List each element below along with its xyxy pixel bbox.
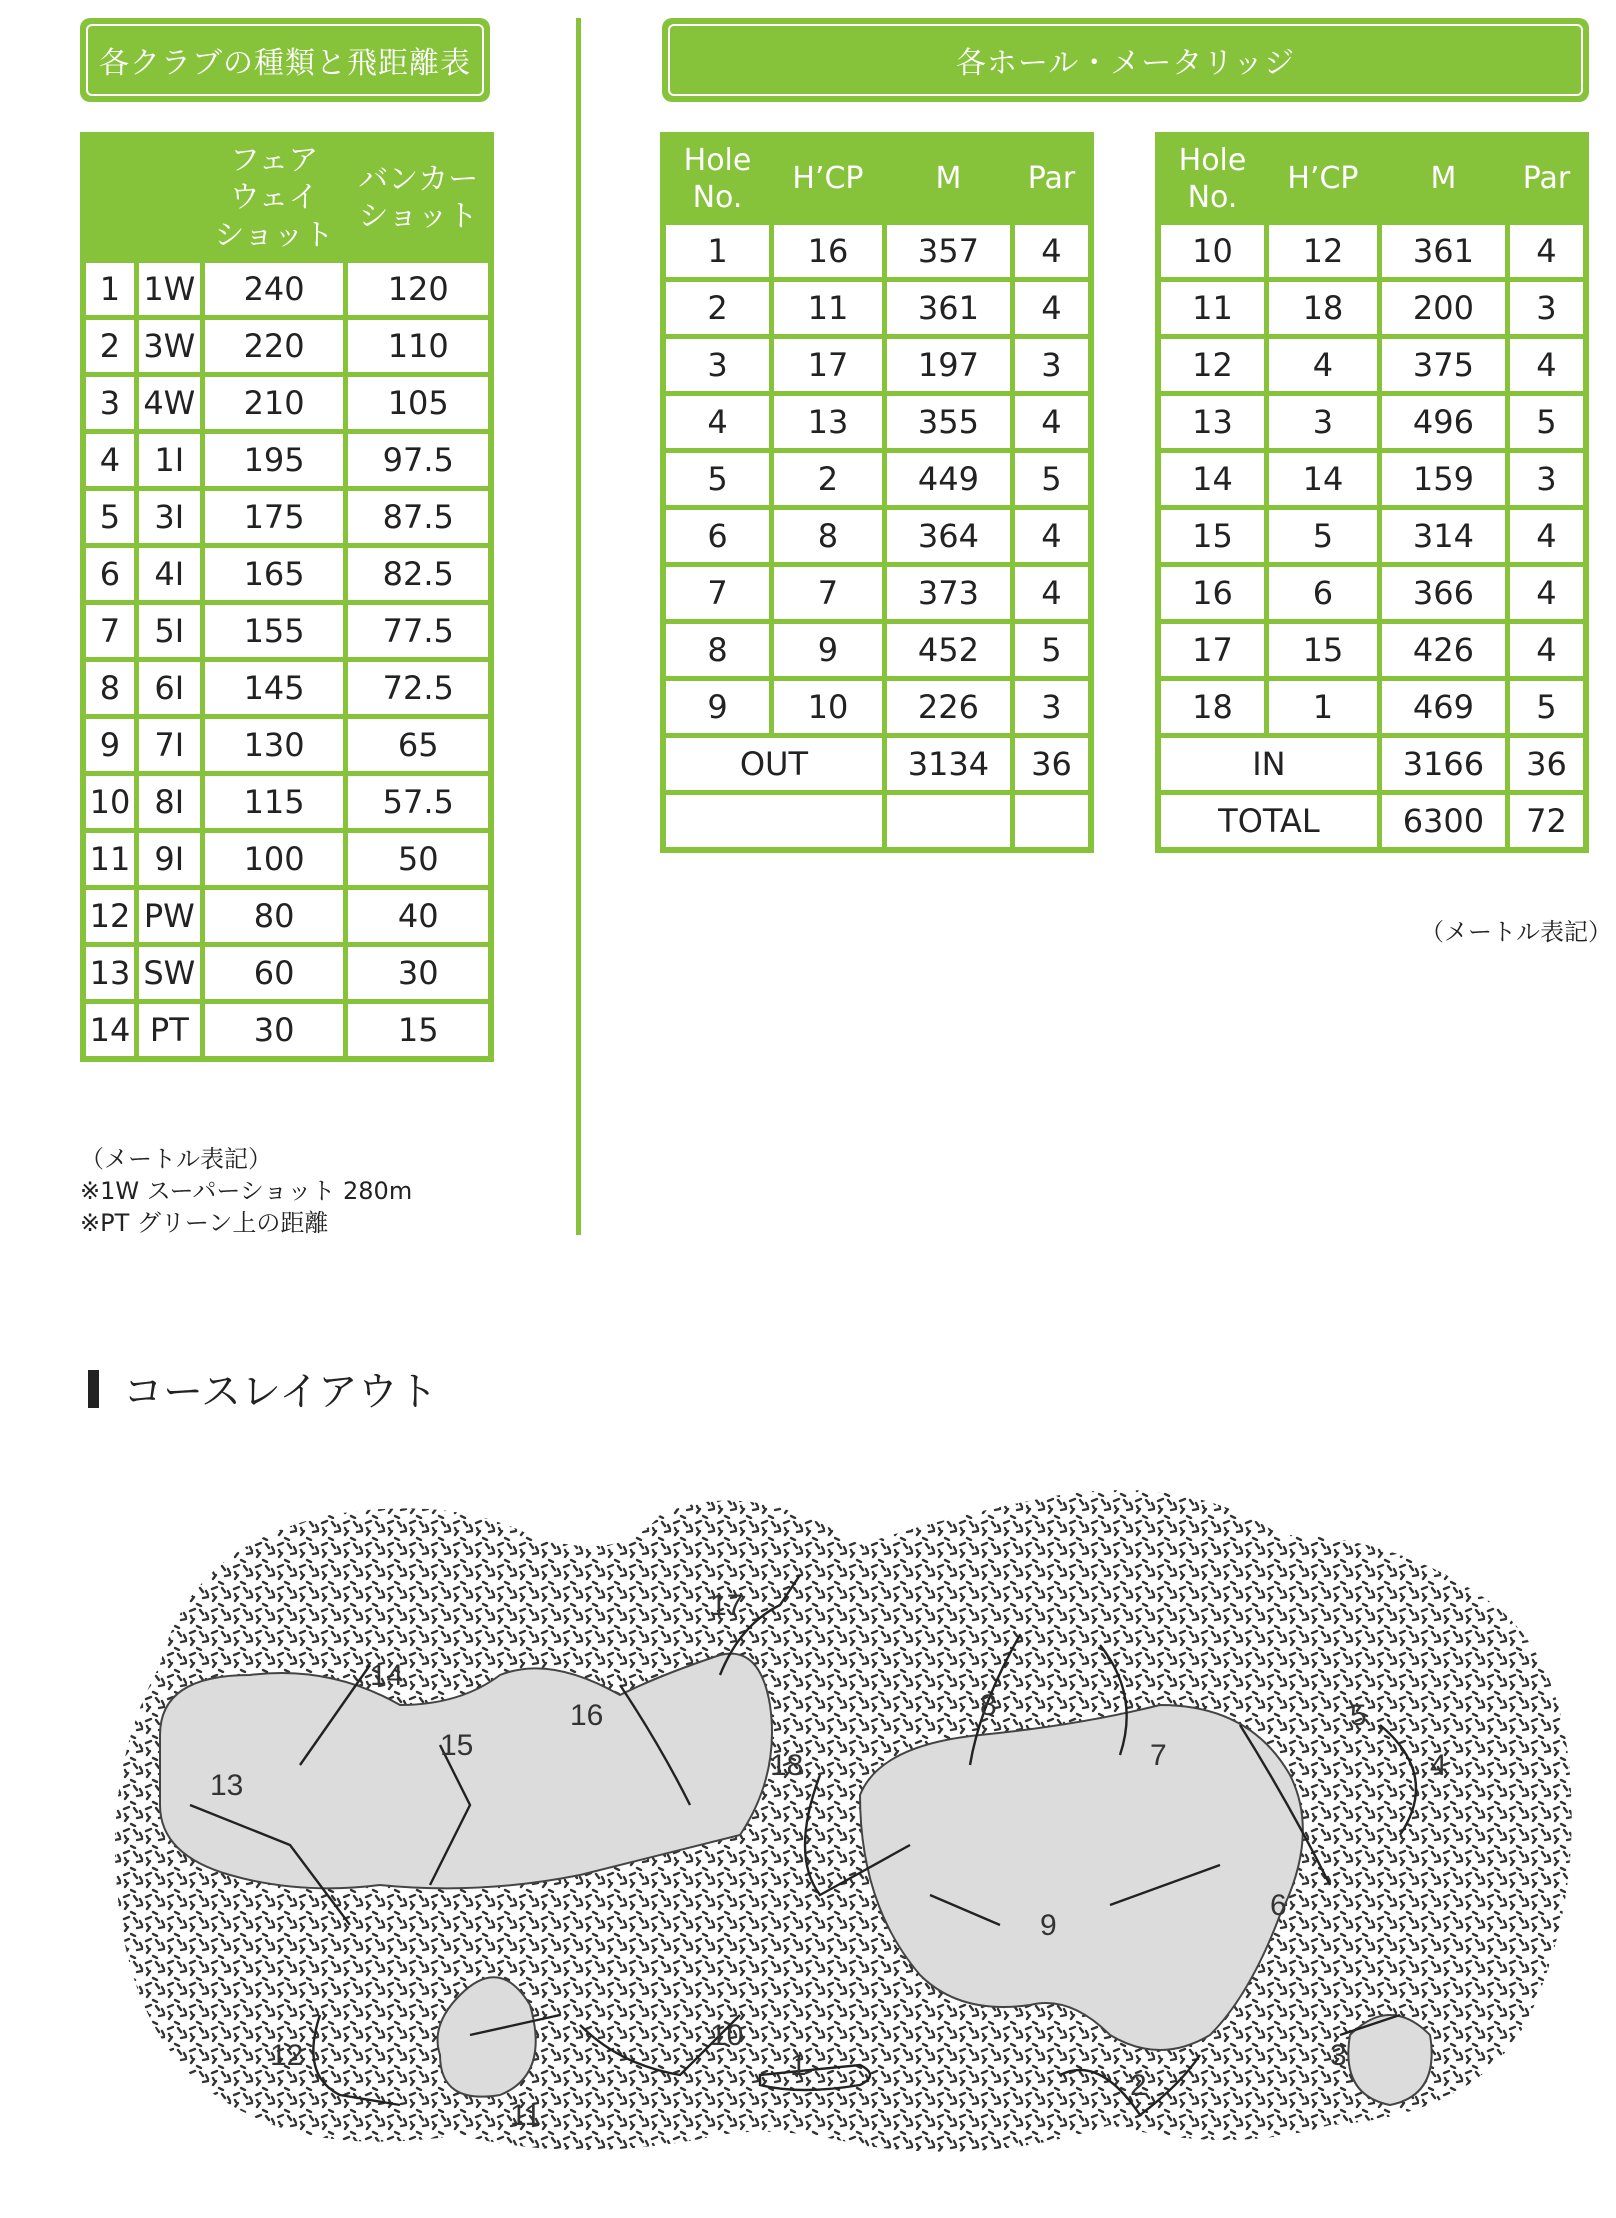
out-cell: 1 <box>663 223 772 280</box>
hole-label-5: 5 <box>1350 1699 1367 1732</box>
club-note-line: ※1W スーパーショット 280m <box>80 1177 413 1205</box>
club-cell: 57.5 <box>346 774 491 831</box>
in-cell: 5 <box>1507 679 1586 736</box>
out-cell: 5 <box>663 451 772 508</box>
in-cell: 1 <box>1267 679 1380 736</box>
out-row <box>663 508 1091 565</box>
club-cell: 110 <box>346 318 491 375</box>
club-header-0 <box>83 135 136 261</box>
club-cell: PT <box>136 1002 202 1060</box>
club-cell: 6I <box>136 660 202 717</box>
in-cell: 496 <box>1379 394 1507 451</box>
club-row <box>83 1002 491 1060</box>
club-cell: 2 <box>83 318 136 375</box>
club-cell: 4 <box>83 432 136 489</box>
club-distance-table <box>80 132 494 1062</box>
out-total-cell-1: 3134 <box>884 736 1012 793</box>
in-cell: 18 <box>1267 280 1380 337</box>
club-row <box>83 546 491 603</box>
club-cell: 240 <box>202 261 346 318</box>
club-cell: 8 <box>83 660 136 717</box>
out-header-3: Par <box>1012 135 1091 223</box>
in-cell: 12 <box>1158 337 1267 394</box>
out-cell: 2 <box>663 280 772 337</box>
club-cell: 12 <box>83 888 136 945</box>
club-cell: 120 <box>346 261 491 318</box>
out-cell: 449 <box>884 451 1012 508</box>
club-cell: 1 <box>83 261 136 318</box>
out-row <box>663 337 1091 394</box>
in-cell: 17 <box>1158 622 1267 679</box>
in-cell: 4 <box>1507 508 1586 565</box>
club-row <box>83 774 491 831</box>
hole-label-9: 9 <box>1040 1909 1057 1942</box>
grand-total-row <box>1158 793 1586 851</box>
club-row <box>83 603 491 660</box>
in-cell: 4 <box>1507 622 1586 679</box>
club-cell: 97.5 <box>346 432 491 489</box>
in-cell: 200 <box>1379 280 1507 337</box>
out-holes-table <box>660 132 1094 853</box>
club-header-1 <box>136 135 202 261</box>
in-total-cell-1: 3166 <box>1379 736 1507 793</box>
out-header-0: Hole No. <box>663 135 772 223</box>
heading-bar <box>88 1370 99 1408</box>
out-total-cell-0: OUT <box>663 736 884 793</box>
in-header-2: M <box>1379 135 1507 223</box>
out-cell: 10 <box>772 679 885 736</box>
out-cell: 4 <box>1012 280 1091 337</box>
in-cell: 3 <box>1507 451 1586 508</box>
out-header-2: M <box>884 135 1012 223</box>
club-section-title <box>80 18 490 102</box>
in-cell: 11 <box>1158 280 1267 337</box>
club-cell: 80 <box>202 888 346 945</box>
in-row <box>1158 679 1586 736</box>
in-row <box>1158 223 1586 280</box>
out-cell: 16 <box>772 223 885 280</box>
in-cell: 13 <box>1158 394 1267 451</box>
hole-label-6: 6 <box>1270 1889 1287 1922</box>
out-blank-cell <box>884 793 1012 851</box>
in-cell: 375 <box>1379 337 1507 394</box>
club-cell: 65 <box>346 717 491 774</box>
club-row <box>83 831 491 888</box>
in-cell: 469 <box>1379 679 1507 736</box>
out-cell: 4 <box>1012 565 1091 622</box>
club-row <box>83 888 491 945</box>
in-cell: 314 <box>1379 508 1507 565</box>
in-cell: 12 <box>1267 223 1380 280</box>
hole-section-title <box>662 18 1589 102</box>
club-cell: 9I <box>136 831 202 888</box>
in-cell: 3 <box>1267 394 1380 451</box>
out-row <box>663 679 1091 736</box>
out-cell: 197 <box>884 337 1012 394</box>
in-holes-table <box>1155 132 1589 853</box>
club-cell: 87.5 <box>346 489 491 546</box>
in-cell: 5 <box>1267 508 1380 565</box>
club-cell: 100 <box>202 831 346 888</box>
out-blank-cell <box>663 793 884 851</box>
club-notes <box>80 1143 412 1239</box>
out-cell: 355 <box>884 394 1012 451</box>
club-note-line: （メートル表記） <box>80 1145 272 1173</box>
out-cell: 11 <box>772 280 885 337</box>
in-cell: 3 <box>1507 280 1586 337</box>
club-cell: 210 <box>202 375 346 432</box>
out-cell: 226 <box>884 679 1012 736</box>
in-cell: 361 <box>1379 223 1507 280</box>
out-row <box>663 451 1091 508</box>
out-cell: 7 <box>663 565 772 622</box>
club-section-title-text: 各クラブの種類と飛距離表 <box>99 46 471 81</box>
club-cell: 115 <box>202 774 346 831</box>
out-total-row <box>663 736 1091 793</box>
club-cell: 30 <box>202 1002 346 1060</box>
in-row <box>1158 508 1586 565</box>
in-cell: 366 <box>1379 565 1507 622</box>
club-cell: 1W <box>136 261 202 318</box>
hole-label-16: 16 <box>570 1699 604 1732</box>
club-cell: 15 <box>346 1002 491 1060</box>
club-row <box>83 660 491 717</box>
hole-label-18: 18 <box>770 1749 804 1782</box>
club-cell: 50 <box>346 831 491 888</box>
club-row <box>83 261 491 318</box>
in-row <box>1158 565 1586 622</box>
in-cell: 14 <box>1267 451 1380 508</box>
in-total-cell-0: IN <box>1158 736 1379 793</box>
out-blank-cell <box>1012 793 1091 851</box>
club-cell: 175 <box>202 489 346 546</box>
out-row <box>663 394 1091 451</box>
club-cell: 3I <box>136 489 202 546</box>
club-cell: 77.5 <box>346 603 491 660</box>
hole-label-2: 2 <box>1130 2069 1147 2102</box>
out-cell: 452 <box>884 622 1012 679</box>
out-cell: 13 <box>772 394 885 451</box>
section-divider <box>576 18 581 1235</box>
in-cell: 426 <box>1379 622 1507 679</box>
out-row <box>663 280 1091 337</box>
in-cell: 4 <box>1507 565 1586 622</box>
out-cell: 4 <box>1012 508 1091 565</box>
in-row <box>1158 451 1586 508</box>
in-row <box>1158 337 1586 394</box>
club-cell: 1I <box>136 432 202 489</box>
out-header-1: H’CP <box>772 135 885 223</box>
club-cell: SW <box>136 945 202 1002</box>
in-cell: 14 <box>1158 451 1267 508</box>
in-cell: 16 <box>1158 565 1267 622</box>
out-cell: 4 <box>1012 394 1091 451</box>
hole-label-3: 3 <box>1330 2039 1347 2072</box>
club-cell: 4I <box>136 546 202 603</box>
club-cell: 82.5 <box>346 546 491 603</box>
out-row <box>663 565 1091 622</box>
club-cell: 3 <box>83 375 136 432</box>
out-cell: 8 <box>663 622 772 679</box>
hole-section-title-text: 各ホール・メータリッジ <box>955 46 1296 81</box>
club-row <box>83 432 491 489</box>
club-row <box>83 489 491 546</box>
out-cell: 357 <box>884 223 1012 280</box>
out-cell: 5 <box>1012 622 1091 679</box>
out-cell: 4 <box>1012 223 1091 280</box>
out-cell: 3 <box>1012 679 1091 736</box>
hole-label-7: 7 <box>1150 1739 1167 1772</box>
out-row <box>663 223 1091 280</box>
club-cell: 165 <box>202 546 346 603</box>
hole-label-13: 13 <box>210 1769 244 1802</box>
club-cell: 6 <box>83 546 136 603</box>
club-cell: 5 <box>83 489 136 546</box>
course-layout-heading <box>88 1360 438 1417</box>
out-total-cell-2: 36 <box>1012 736 1091 793</box>
club-row <box>83 318 491 375</box>
club-cell: 40 <box>346 888 491 945</box>
grand-total-cell-1: 6300 <box>1379 793 1507 851</box>
in-cell: 4 <box>1267 337 1380 394</box>
hole-label-17: 17 <box>710 1589 744 1622</box>
in-cell: 15 <box>1267 622 1380 679</box>
club-cell: 4W <box>136 375 202 432</box>
in-cell: 18 <box>1158 679 1267 736</box>
in-cell: 159 <box>1379 451 1507 508</box>
out-row <box>663 622 1091 679</box>
club-header-3: バンカー ショット <box>346 135 491 261</box>
out-cell: 3 <box>1012 337 1091 394</box>
hole-label-14: 14 <box>370 1659 404 1692</box>
club-cell: 3W <box>136 318 202 375</box>
out-cell: 8 <box>772 508 885 565</box>
club-cell: 9 <box>83 717 136 774</box>
out-cell: 7 <box>772 565 885 622</box>
club-cell: 220 <box>202 318 346 375</box>
in-cell: 5 <box>1507 394 1586 451</box>
club-note-line: ※PT グリーン上の距離 <box>80 1209 329 1237</box>
club-row <box>83 945 491 1002</box>
grand-total-cell-0: TOTAL <box>1158 793 1379 851</box>
in-row <box>1158 394 1586 451</box>
hole-label-1: 1 <box>790 2049 807 2082</box>
in-total-row <box>1158 736 1586 793</box>
hole-label-4: 4 <box>1430 1749 1447 1782</box>
club-cell: 8I <box>136 774 202 831</box>
club-header-2: フェア ウェイ ショット <box>202 135 346 261</box>
out-cell: 17 <box>772 337 885 394</box>
in-cell: 10 <box>1158 223 1267 280</box>
club-cell: 7I <box>136 717 202 774</box>
hole-label-10: 10 <box>710 2019 744 2052</box>
course-layout-map <box>100 1475 1580 2165</box>
club-row <box>83 717 491 774</box>
out-cell: 5 <box>1012 451 1091 508</box>
in-header-3: Par <box>1507 135 1586 223</box>
club-cell: 105 <box>346 375 491 432</box>
course-layout-title: コースレイアウト <box>123 1369 438 1415</box>
club-cell: 72.5 <box>346 660 491 717</box>
in-cell: 4 <box>1507 337 1586 394</box>
in-row <box>1158 280 1586 337</box>
club-cell: 145 <box>202 660 346 717</box>
club-cell: 30 <box>346 945 491 1002</box>
hole-label-12: 12 <box>270 2039 304 2072</box>
out-cell: 6 <box>663 508 772 565</box>
hole-label-15: 15 <box>440 1729 474 1762</box>
club-cell: 13 <box>83 945 136 1002</box>
out-cell: 373 <box>884 565 1012 622</box>
out-cell: 361 <box>884 280 1012 337</box>
in-total-cell-2: 36 <box>1507 736 1586 793</box>
club-cell: 5I <box>136 603 202 660</box>
out-cell: 2 <box>772 451 885 508</box>
out-cell: 9 <box>663 679 772 736</box>
grand-total-cell-2: 72 <box>1507 793 1586 851</box>
hole-table-note: （メートル表記） <box>1420 918 1612 946</box>
club-cell: 155 <box>202 603 346 660</box>
club-row <box>83 375 491 432</box>
club-cell: 60 <box>202 945 346 1002</box>
club-cell: PW <box>136 888 202 945</box>
club-cell: 11 <box>83 831 136 888</box>
club-cell: 7 <box>83 603 136 660</box>
in-header-1: H’CP <box>1267 135 1380 223</box>
hole-label-11: 11 <box>510 2099 542 2132</box>
out-blank-row <box>663 793 1091 851</box>
out-cell: 3 <box>663 337 772 394</box>
club-cell: 195 <box>202 432 346 489</box>
out-cell: 4 <box>663 394 772 451</box>
in-cell: 6 <box>1267 565 1380 622</box>
out-cell: 9 <box>772 622 885 679</box>
club-cell: 14 <box>83 1002 136 1060</box>
club-cell: 10 <box>83 774 136 831</box>
in-row <box>1158 622 1586 679</box>
out-cell: 364 <box>884 508 1012 565</box>
club-cell: 130 <box>202 717 346 774</box>
in-cell: 4 <box>1507 223 1586 280</box>
in-cell: 15 <box>1158 508 1267 565</box>
hole-label-8: 8 <box>980 1689 997 1722</box>
in-header-0: Hole No. <box>1158 135 1267 223</box>
